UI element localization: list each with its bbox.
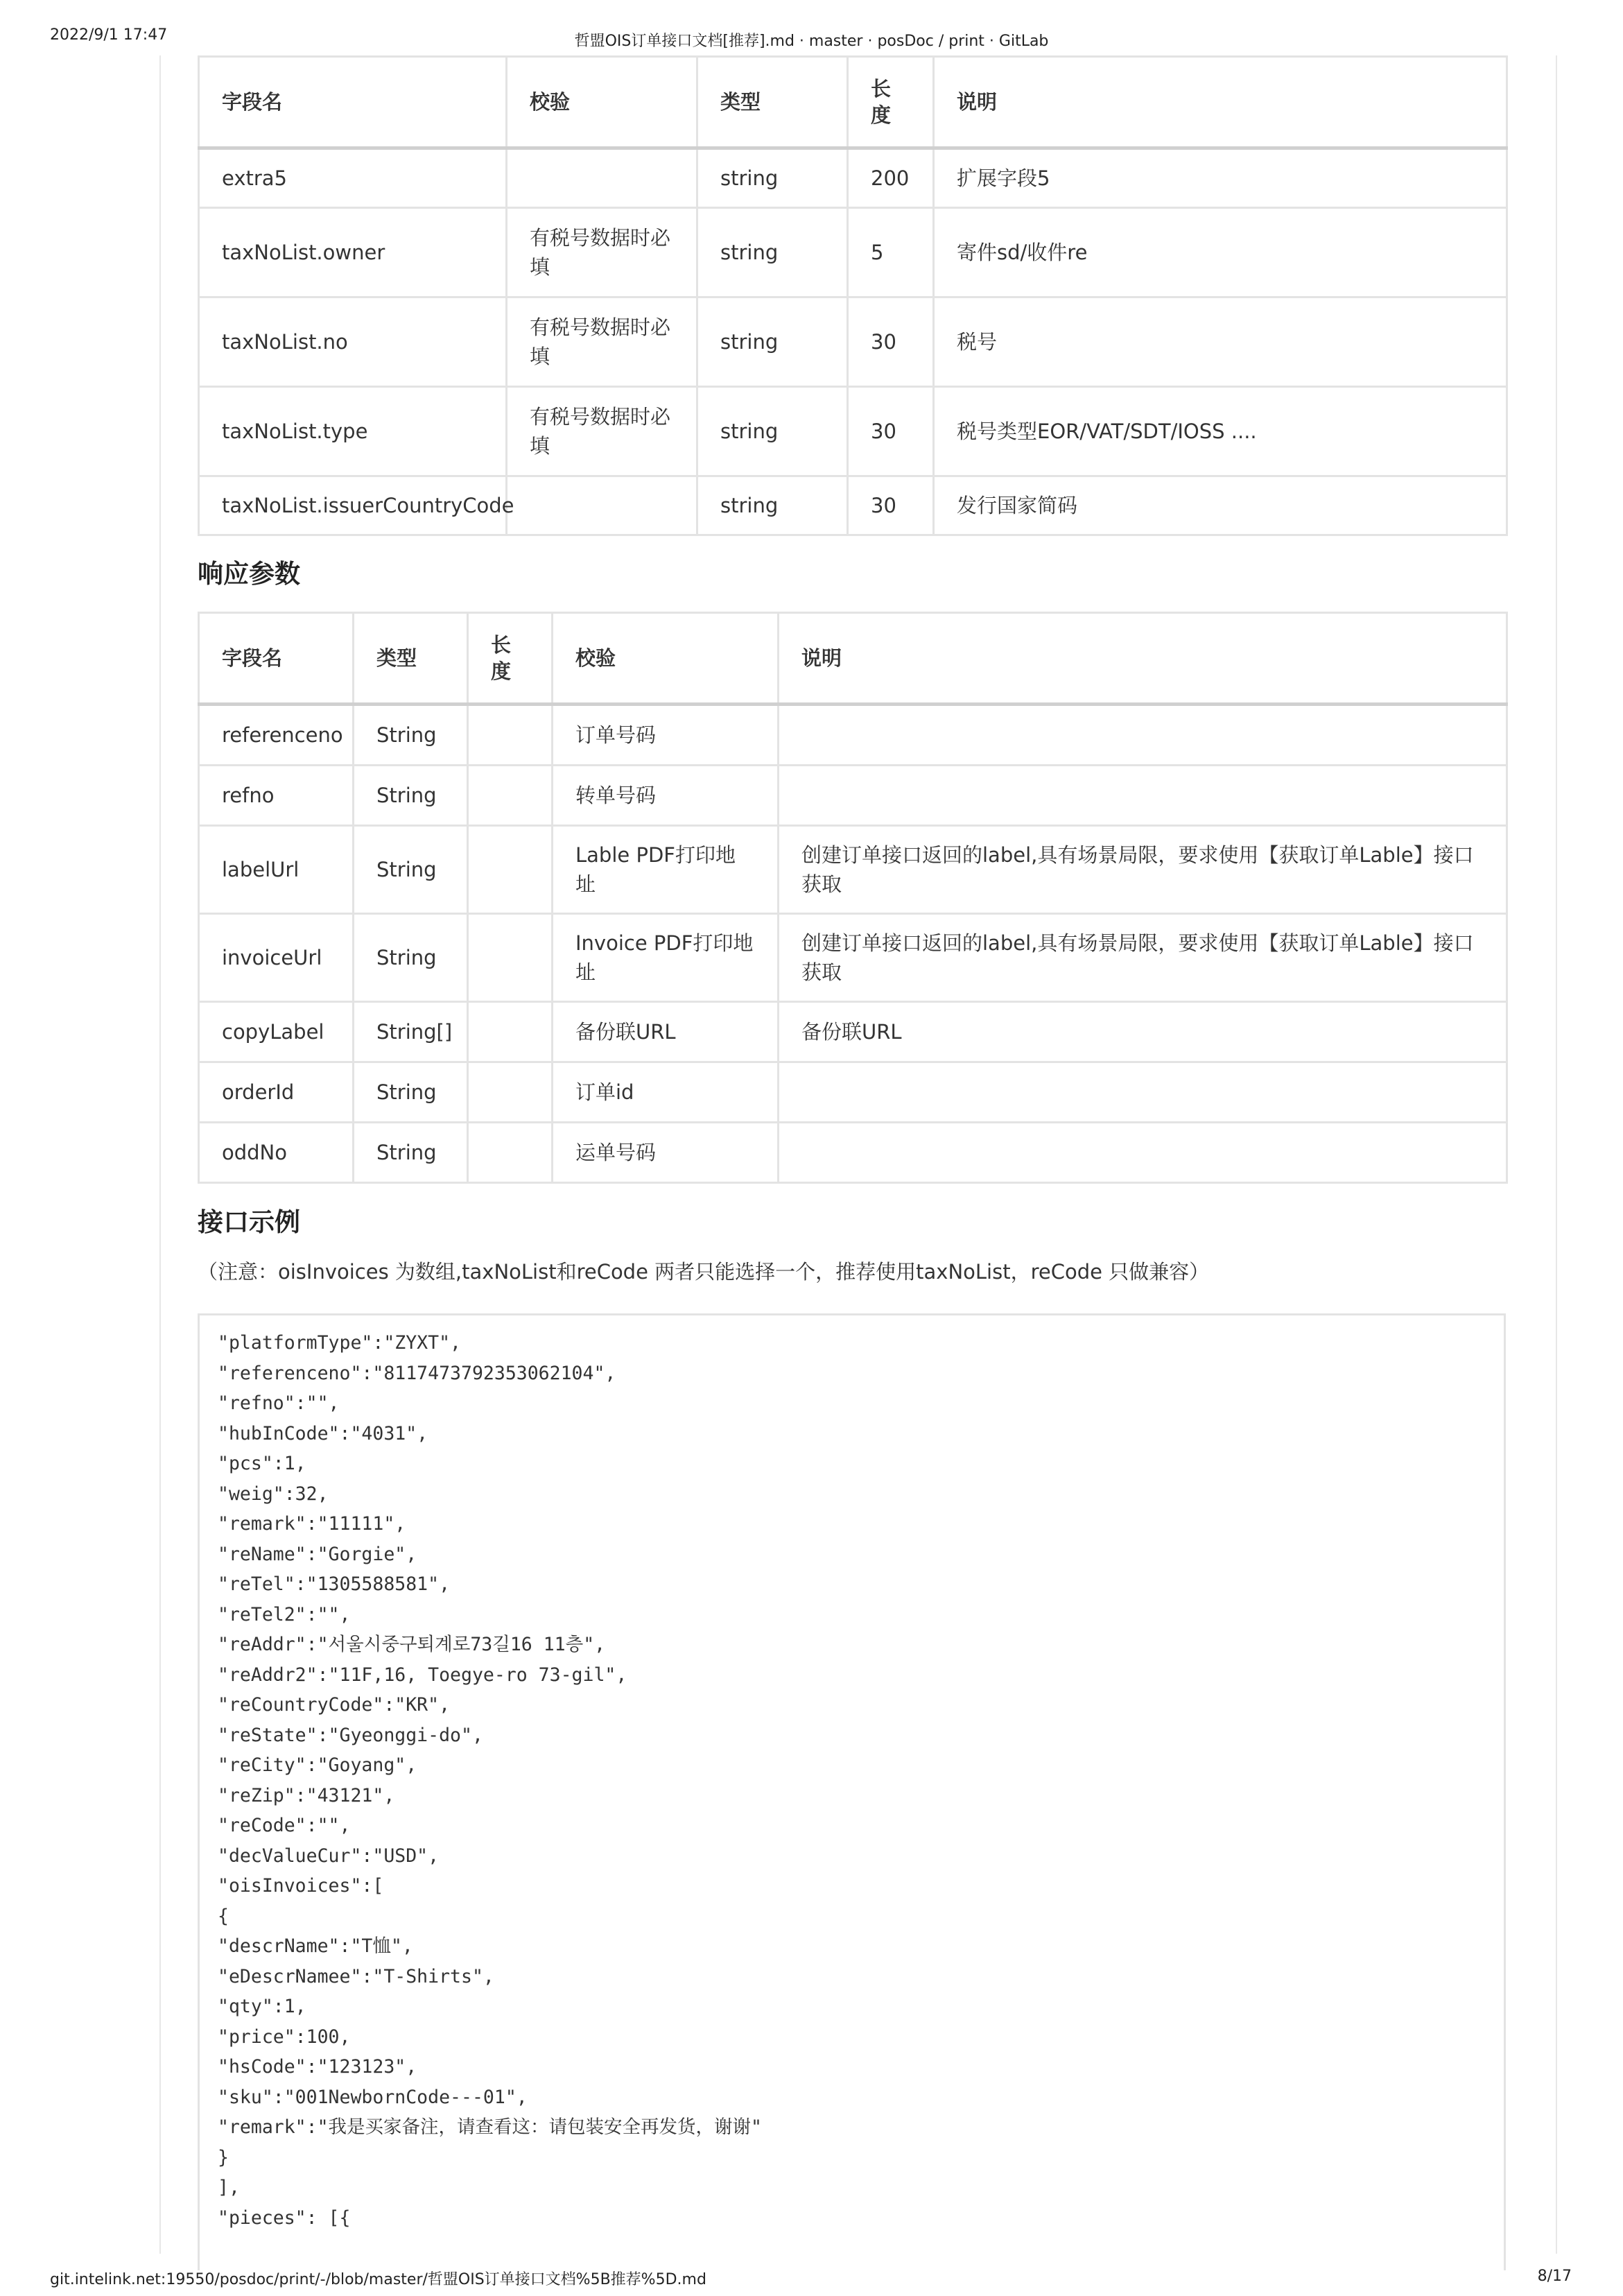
- table-cell: invoiceUrl: [199, 914, 354, 1002]
- code-line: "hsCode":"123123",: [218, 2056, 417, 2078]
- code-line: "pcs":1,: [218, 1453, 306, 1474]
- header-cell: 长 度: [468, 613, 553, 705]
- table-cell: 发行国家简码: [934, 476, 1507, 535]
- frame-line-right: [1556, 55, 1557, 2254]
- table-cell: String[]: [354, 1002, 468, 1062]
- table-cell: 税号: [934, 297, 1507, 387]
- code-line: "weig":32,: [218, 1483, 329, 1505]
- table-cell: 备份联URL: [553, 1002, 779, 1062]
- table-cell: Invoice PDF打印地址: [553, 914, 779, 1002]
- table-cell: taxNoList.type: [199, 387, 507, 476]
- table-row: [199, 705, 1507, 766]
- table-cell: string: [697, 387, 848, 476]
- response-params-heading: 响应参数: [198, 559, 300, 589]
- table-cell: 创建订单接口返回的label,具有场景局限，要求使用【获取订单Lable】接口获取: [779, 826, 1507, 914]
- table-row: [199, 476, 1507, 535]
- code-line: "remark":"我是买家备注，请查看这：请包装安全再发货，谢谢": [218, 2116, 762, 2138]
- table-cell: referenceno: [199, 705, 354, 766]
- table-row: [199, 1002, 1507, 1062]
- table-cell: labelUrl: [199, 826, 354, 914]
- table-cell: String: [354, 705, 468, 766]
- code-block: [198, 1313, 1506, 2270]
- table-cell: 30: [848, 476, 934, 535]
- table-cell: String: [354, 1062, 468, 1123]
- header-cell: 说明: [934, 57, 1507, 148]
- code-line: {: [218, 1905, 229, 1927]
- code-line: "price":100,: [218, 2026, 351, 2048]
- table-cell: orderId: [199, 1062, 354, 1123]
- table-cell: 有税号数据时必填: [507, 387, 697, 476]
- code-line: "reCode":"",: [218, 1815, 351, 1836]
- table-row: [199, 297, 1507, 387]
- table-cell: String: [354, 766, 468, 826]
- table-cell: 订单号码: [553, 705, 779, 766]
- header-cell: 类型: [697, 57, 848, 148]
- table-cell: String: [354, 914, 468, 1002]
- table-cell: string: [697, 148, 848, 208]
- table-row: [199, 208, 1507, 297]
- table-cell: 30: [848, 387, 934, 476]
- frame-line-left: [159, 55, 161, 2254]
- table-cell: taxNoList.issuerCountryCode: [199, 476, 507, 535]
- table-cell: 寄件sd/收件re: [934, 208, 1507, 297]
- code-line: ],: [218, 2177, 240, 2198]
- table-cell: 运单号码: [553, 1123, 779, 1183]
- table-cell: [779, 1062, 1507, 1123]
- table-cell: 创建订单接口返回的label,具有场景局限，要求使用【获取订单Lable】接口获取: [779, 914, 1507, 1002]
- table-cell: 有税号数据时必填: [507, 208, 697, 297]
- code-line: "refno":"",: [218, 1392, 340, 1414]
- footer-page-number: 8/17: [1537, 2268, 1572, 2285]
- table-cell: [507, 148, 697, 208]
- response-params-table: [198, 612, 1506, 1184]
- code-line: "reCity":"Goyang",: [218, 1754, 417, 1776]
- code-line: "reTel":"1305588581",: [218, 1573, 451, 1595]
- code-line: "reTel2":"",: [218, 1603, 351, 1625]
- table-cell: 30: [848, 297, 934, 387]
- table-cell: [779, 1123, 1507, 1183]
- header-cell: 字段名: [199, 613, 354, 705]
- table-row: [199, 826, 1507, 914]
- table-cell: [468, 1062, 553, 1123]
- table-cell: 扩展字段5: [934, 148, 1507, 208]
- code-line: "platformType":"ZYXT",: [218, 1332, 461, 1354]
- table-cell: [779, 766, 1507, 826]
- table-row: [199, 766, 1507, 826]
- header-cell: 类型: [354, 613, 468, 705]
- header-cell: 说明: [779, 613, 1507, 705]
- code-line: "reAddr":"서울시중구퇴계로73길16 11층",: [218, 1634, 606, 1655]
- table-cell: [468, 1002, 553, 1062]
- table-cell: string: [697, 476, 848, 535]
- request-params-table: [198, 55, 1506, 536]
- code-line: "descrName":"T恤",: [218, 1935, 413, 1957]
- code-line: }: [218, 2146, 229, 2168]
- code-line: "pieces": [{: [218, 2207, 351, 2229]
- code-line: "reState":"Gyeonggi-do",: [218, 1724, 483, 1746]
- code-line: "remark":"11111",: [218, 1513, 406, 1535]
- table-cell: [507, 476, 697, 535]
- code-line: "oisInvoices":[: [218, 1875, 384, 1897]
- table-cell: [468, 914, 553, 1002]
- code-line: "reName":"Gorgie",: [218, 1543, 417, 1565]
- table-cell: 订单id: [553, 1062, 779, 1123]
- table-row: [199, 148, 1507, 208]
- example-note: （注意：oisInvoices 为数组,taxNoList和reCode 两者只能选择一个，推荐使用taxNoList，reCode 只做兼容）: [198, 1260, 1210, 1284]
- api-example-heading: 接口示例: [198, 1207, 300, 1237]
- table-cell: taxNoList.no: [199, 297, 507, 387]
- header-cell: 校验: [507, 57, 697, 148]
- table-cell: refno: [199, 766, 354, 826]
- code-line: "decValueCur":"USD",: [218, 1845, 440, 1867]
- code-line: "hubInCode":"4031",: [218, 1422, 428, 1444]
- code-line: "sku":"001NewbornCode---01",: [218, 2086, 528, 2108]
- code-line: "reZip":"43121",: [218, 1784, 395, 1806]
- table-cell: 200: [848, 148, 934, 208]
- table-cell: string: [697, 208, 848, 297]
- table-cell: [468, 705, 553, 766]
- table-cell: 备份联URL: [779, 1002, 1507, 1062]
- table-header-row: [199, 613, 1507, 705]
- table-cell: String: [354, 1123, 468, 1183]
- code-line: "reCountryCode":"KR",: [218, 1694, 451, 1716]
- header-title: 哲盟OIS订单接口文档[推荐].md · master · posDoc / print · GitLab: [574, 33, 1049, 50]
- table-row: [199, 1062, 1507, 1123]
- header-cell: 字段名: [199, 57, 507, 148]
- table-cell: [779, 705, 1507, 766]
- table-cell: 税号类型EOR/VAT/SDT/IOSS ....: [934, 387, 1507, 476]
- code-line: "referenceno":"8117473792353062104",: [218, 1362, 616, 1384]
- footer-url: git.intelink.net:19550/posdoc/print/-/blob/master/哲盟OIS订单接口文档%5B推荐%5D.md: [50, 2271, 706, 2288]
- table-cell: string: [697, 297, 848, 387]
- header-cell: 校验: [553, 613, 779, 705]
- table-cell: taxNoList.owner: [199, 208, 507, 297]
- code-line: "eDescrNamee":"T-Shirts",: [218, 1965, 494, 1987]
- table-row: [199, 914, 1507, 1002]
- table-cell: copyLabel: [199, 1002, 354, 1062]
- table-cell: String: [354, 826, 468, 914]
- code-line: "reAddr2":"11F,16, Toegye-ro 73-gil",: [218, 1664, 627, 1686]
- header-datetime: 2022/9/1 17:47: [50, 26, 168, 44]
- table-cell: 5: [848, 208, 934, 297]
- table-row: [199, 387, 1507, 476]
- table-cell: [468, 766, 553, 826]
- table-cell: [468, 826, 553, 914]
- table-cell: oddNo: [199, 1123, 354, 1183]
- table-cell: Lable PDF打印地址: [553, 826, 779, 914]
- code-line: "qty":1,: [218, 1996, 306, 2017]
- header-cell: 长 度: [848, 57, 934, 148]
- table-cell: extra5: [199, 148, 507, 208]
- table-cell: 有税号数据时必填: [507, 297, 697, 387]
- table-header-row: [199, 57, 1507, 148]
- table-row: [199, 1123, 1507, 1183]
- table-cell: [468, 1123, 553, 1183]
- table-cell: 转单号码: [553, 766, 779, 826]
